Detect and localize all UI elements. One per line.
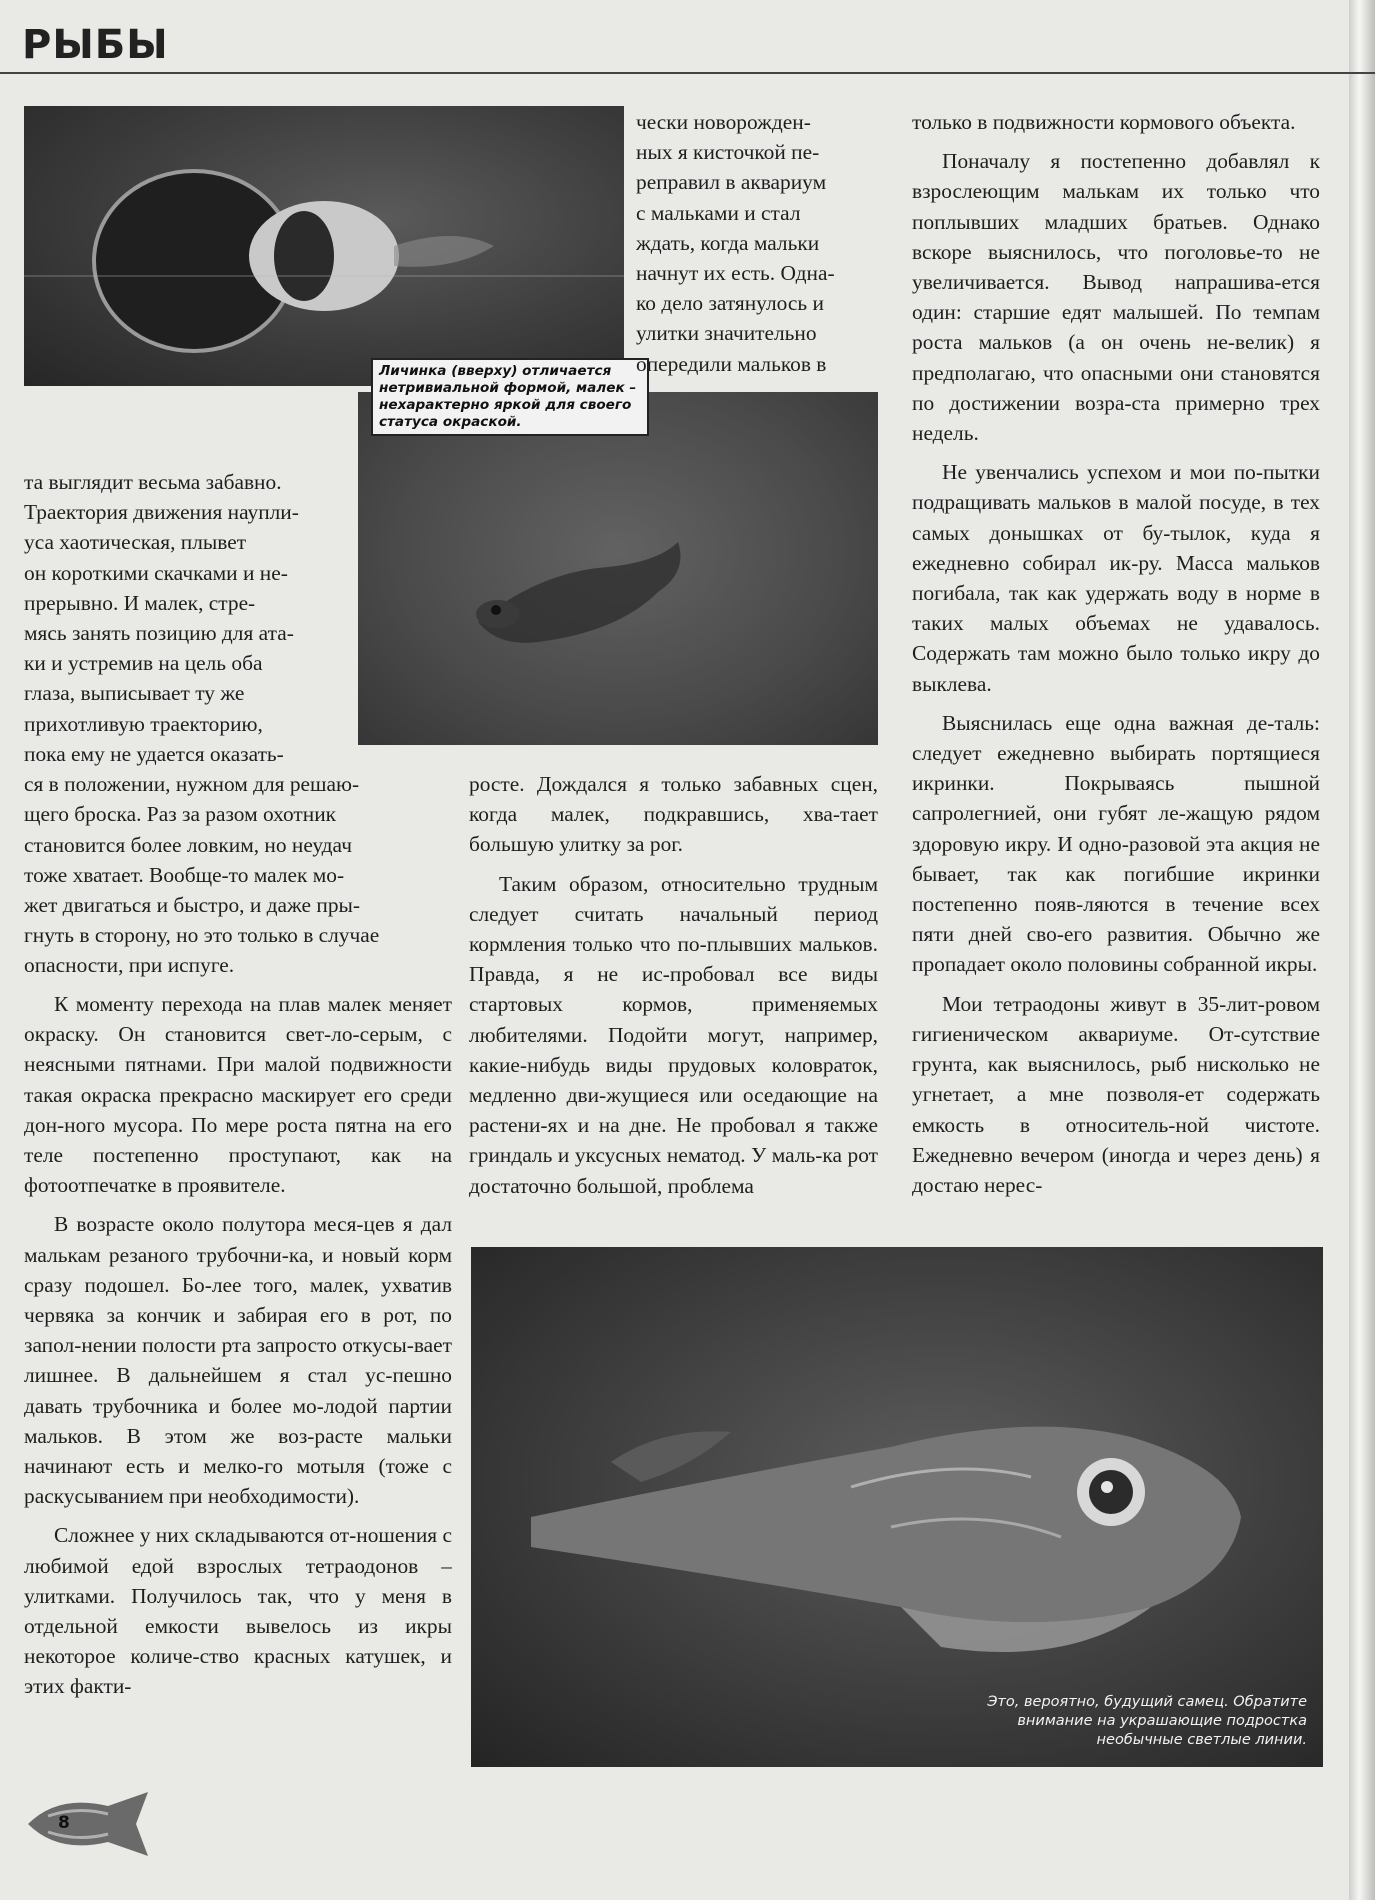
col2-line: опередили мальков в: [636, 351, 827, 376]
col1-line: прихотливую траекторию,: [24, 711, 263, 736]
col1-line: та выглядит весьма забавно.: [24, 470, 282, 494]
col2-line: с мальками и стал: [636, 200, 801, 225]
angelfish-page-badge: [18, 1786, 164, 1862]
col2-paragraph: Таким образом, относительно трудным следует считать начальный период кормления только что по-плывших мальков. Правда, я не ис-пробовал все виды стартовых кормов, применяемых любителями. Подойти могут, например, какие-нибудь виды прудовых коловраток, медленно дви-жущиеся или оседающие на растени-ях и на дне. Не пробовал я также гриндаль и уксусных нематод. У маль-ка рот достаточно большой, проблема: [469, 871, 878, 1198]
col3-paragraph: только в подвижности кормового объекта.: [912, 110, 1296, 134]
col1-line: становится более ловким, но неудач: [24, 832, 352, 857]
puffer-fish-illustration: [471, 1247, 1323, 1767]
col1-line: прерывно. И малек, стре-: [24, 590, 256, 615]
col2-line: чески новорожден-: [636, 110, 811, 134]
col1-line: Траектория движения наупли-: [24, 500, 299, 525]
column-2-top: [636, 107, 878, 379]
col2-line: улитки значительно: [636, 321, 817, 346]
col2-line: ных я кисточкой пе-: [636, 140, 820, 165]
puffer-fish-photo: [471, 1247, 1323, 1767]
col1-line: жет двигаться и быстро, и даже пры-: [24, 893, 361, 918]
col2-line: начнут их есть. Одна-: [636, 261, 835, 286]
col1-line: ся в положении, нужном для решаю-: [24, 772, 360, 797]
col3-paragraph: Поначалу я постепенно добавлял к взрослеющим малькам их только что поплывших младших братьев. Однако вскоре выяснилось, что поголовье-то не увеличивается. Вывод напрашива-ется один: старшие едят малышей. По темпам роста мальков (а он очень не-велик) я предполагаю, что опасными они становятся по достижении возра-ста примерно трех недель.: [912, 149, 1320, 446]
col1-line: тоже хватает. Вообще-то малек мо-: [24, 862, 345, 887]
column-3: [912, 107, 1320, 1200]
col1-line: глаза, выписывает ту же: [24, 681, 245, 706]
larva-caption: Личинка (вверху) отличается нетривиальной формой, малек – нехарактерно яркой для своего статуса окраской.: [371, 358, 649, 436]
column-1-top: [24, 467, 340, 739]
larva-illustration: [24, 106, 624, 386]
col1-paragraph: Сложнее у них складываются от-ношения с любимой едой взрослых тетраодонов – улитками. Получилось так, что у меня в отдельной емкости вывелось из икры некоторое количе-ство красных катушек, и этих факти-: [24, 1523, 452, 1699]
column-1-middle: [24, 739, 452, 981]
fish-caption: Это, вероятно, будущий самец. Обратите внимание на украшающие подростка необычные светлые линии.: [987, 1694, 1307, 1748]
col1-line: пока ему не удается оказать-: [24, 742, 284, 766]
col3-paragraph: Мои тетраодоны живут в 35-лит-ровом гигиеническом аквариуме. От-сутствие грунта, как выяснилось, рыб нисколько не угнетает, а мне позволя-ет содержать емкость в относитель-ной чистоте. Ежедневно вечером (иногда и через день) я достаю нерес-: [912, 991, 1320, 1197]
col1-paragraph: К моменту перехода на плав малек меняет окраску. Он становится свет-ло-серым, с неясными пятнами. При малой подвижности такая окраска прекрасно маскирует его среди дон-ного мусора. По мере роста пятна на его теле постепенно проступают, как на фотоотпечатке в проявителе.: [24, 992, 452, 1198]
page-number: 8: [58, 1813, 70, 1833]
section-title: РЫБЫ: [22, 22, 169, 68]
col3-paragraph: Выяснилась еще одна важная де-таль: следует ежедневно выбирать портящиеся икринки. Покрываясь пышной сапролегнией, они губят ле-жащую рядом здоровую икру. И одно-разовой эта акция не бывает, так как погибшие икринки постепенно появ-ляются в течение всех пяти дней сво-его развития. Обычно же пропадает около половины собранной икры.: [912, 710, 1320, 977]
fry-photo: [358, 392, 878, 745]
col1-line: мясь занять позицию для ата-: [24, 621, 294, 646]
col1-line: он короткими скачками и не-: [24, 560, 288, 585]
col1-line: уса хаотическая, плывет: [24, 530, 247, 555]
col1-line: гнуть в сторону, но это только в случае: [24, 923, 380, 948]
header-rule: [0, 72, 1375, 74]
fry-illustration: [358, 392, 878, 745]
col1-paragraph: В возрасте около полутора меся-цев я дал малькам резаного трубочни-ка, и новый корм сразу подошел. Бо-лее того, малек, ухватив червяка за кончик и забирая его в рот, по запол-нении полости рта запросто откусы-вает лишнее. В дальнейшем я стал ус-пешно давать трубочника и более мо-лодой партии мальков. В этом же воз-расте мальки начинают есть и мелко-го мотыля (тоже с раскусыванием при необходимости).: [24, 1212, 452, 1509]
larva-photo: [24, 106, 624, 386]
page-edge-shadow: [1349, 0, 1375, 1900]
col2-line: ждать, когда мальки: [636, 230, 820, 255]
col1-line: щего броска. Раз за разом охотник: [24, 802, 337, 827]
col2-line: ко дело затянулось и: [636, 291, 824, 316]
col3-paragraph: Не увенчались успехом и мои по-пытки подращивать мальков в малой посуде, в тех самых донышках от бу-тылок, куда я ежедневно собирал ик-ру. Масса мальков погибала, так как удержать воду в норме в таких малых объемах не удавалось. Содержать там можно было только икру до выклева.: [912, 460, 1320, 696]
col2-paragraph: росте. Дождался я только забавных сцен, когда малек, подкравшись, хва-тает большую улитку за рог.: [469, 772, 878, 857]
col1-line: ки и устремив на цель оба: [24, 651, 263, 676]
col1-line: опасности, при испуге.: [24, 953, 235, 978]
col2-line: реправил в аквариум: [636, 170, 827, 195]
column-1-bottom: [24, 989, 452, 1702]
column-2-bottom: [469, 769, 878, 1201]
